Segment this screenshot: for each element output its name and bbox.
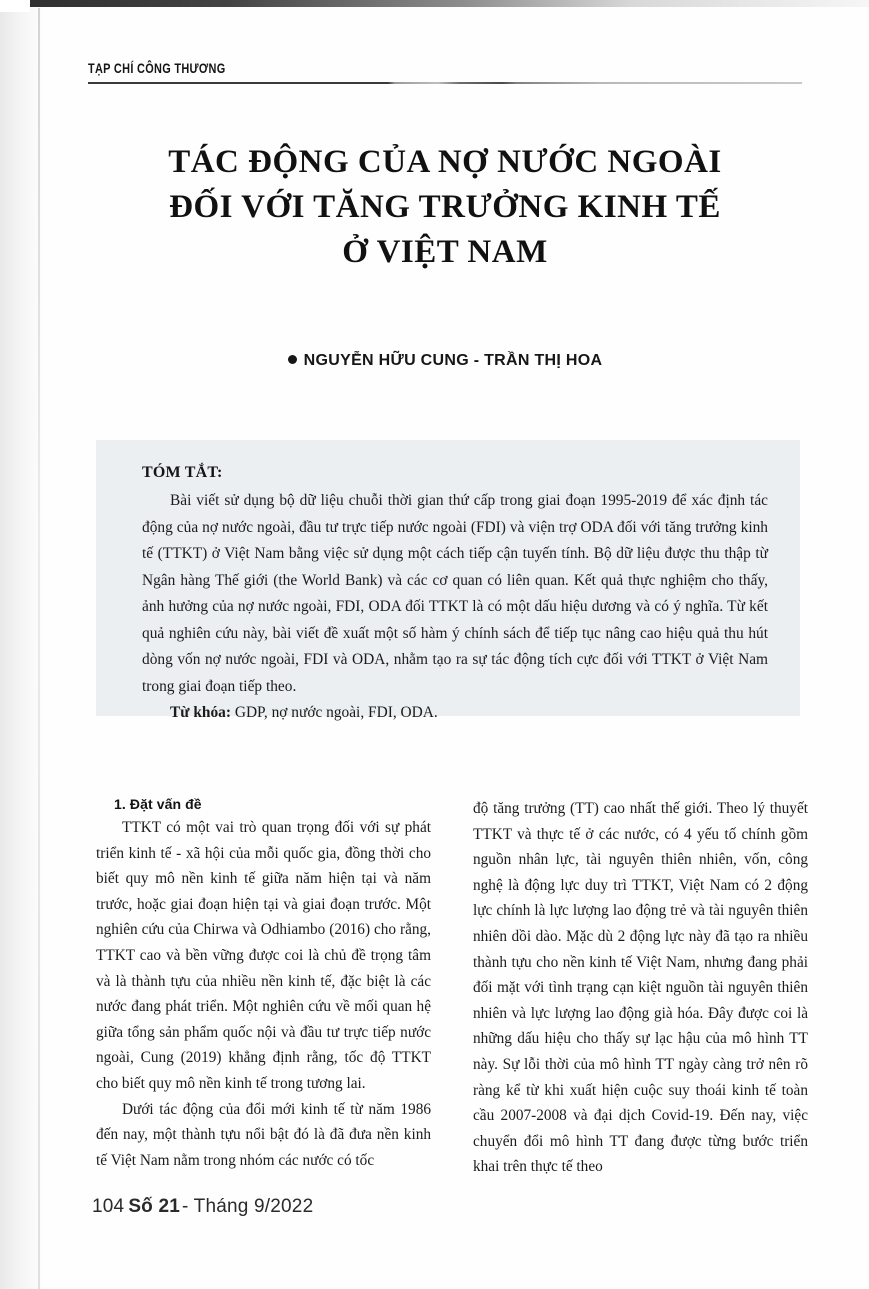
abstract-heading: TÓM TẮT:: [142, 464, 223, 481]
author-byline: [88, 352, 802, 370]
title-line-2: ĐỐI VỚI TĂNG TRƯỞNG KINH TẾ: [169, 189, 721, 225]
keywords-value: GDP, nợ nước ngoài, FDI, ODA.: [230, 704, 438, 721]
scan-edge-shading-top: [24, 0, 869, 7]
title-line-1: TÁC ĐỘNG CỦA NỢ NƯỚC NGOÀI: [168, 144, 722, 180]
abstract-keywords: [142, 700, 772, 727]
section-heading-1: 1. Đặt vấn đề: [114, 796, 202, 812]
keywords-label: Từ khóa:: [170, 704, 231, 721]
issue-number: Số 21: [128, 1196, 181, 1217]
body-paragraph: độ tăng trưởng (TT) cao nhất thế giới. Theo lý thuyết TTKT và thực tế ở các nước, có 4 yếu tố chính gồm nguồn nhân lực, tài nguyên thiên nhiên, vốn, công nghệ là động lực duy trì TTKT, Việt Nam có 2 động lực chính là lực lượng lao động trẻ và tài nguyên thiên nhiên dồi dào. Mặc dù 2 động lực này đã tạo ra nhiều thành tựu cho nền kinh tế Việt Nam, nhưng đang phải đối mặt với tình trạng cạn kiệt nguồn tài nguyên thiên nhiên và lực lượng lao động già hóa. Đây được coi là những dấu hiệu cho thấy sự lạc hậu của mô hình TT này. Sự lỗi thời của mô hình TT ngày càng trở nên rõ ràng kể từ khi xuất hiện cuộc suy thoái kinh tế toàn cầu 2007-2008 và đại dịch Covid-19. Đến nay, việc chuyển đổi mô hình TT đang được từng bước triển khai trên thực tế theo: [473, 800, 808, 1176]
journal-name: TẠP CHÍ CÔNG THƯƠNG: [88, 60, 226, 76]
body-column-right: [473, 796, 808, 1176]
body-column-left: [96, 796, 431, 1169]
abstract-body: Bài viết sử dụng bộ dữ liệu chuỗi thời gian thứ cấp trong giai đoạn 1995-2019 để xác định tác động của nợ nước ngoài, đầu tư trực tiếp nước ngoài (FDI) và viện trợ ODA đối với tăng trưởng kinh tế (TTKT) ở Việt Nam bằng việc sử dụng một cách tiếp cận tuyến tính. Bộ dữ liệu được thu thập từ Ngân hàng Thế giới (the World Bank) và các cơ quan có liên quan. Kết quả thực nghiệm cho thấy, ảnh hưởng của nợ nước ngoài, FDI, ODA đối TTKT là có một dấu hiệu dương và có ý nghĩa. Từ kết quả nghiên cứu này, bài viết đề xuất một số hàm ý chính sách để tiếp tục nâng cao hiệu quả thu hút dòng vốn nợ nước ngoài, FDI và ODA, nhằm tạo ra sự tác động tích cực đối với TTKT ở Việt Nam trong giai đoạn tiếp theo.: [142, 492, 768, 695]
issue-date: - Tháng 9/2022: [182, 1196, 314, 1217]
body-paragraph: Dưới tác động của đổi mới kinh tế từ năm 1986 đến nay, một thành tựu nổi bật đó là đã đưa nền kinh tế Việt Nam nằm trong nhóm các nước có tốc: [96, 1100, 431, 1169]
scan-edge-shading-left: [0, 0, 42, 1289]
title-line-3: Ở VIỆT NAM: [342, 234, 548, 270]
body-columns: [96, 796, 808, 1176]
abstract-box: [96, 440, 800, 721]
page-footer: [92, 1196, 313, 1218]
scan-fold-line: [38, 8, 40, 1289]
bullet-icon: [288, 355, 297, 364]
running-head: [88, 60, 802, 84]
body-paragraph: TTKT có một vai trò quan trọng đối với sự phát triển kinh tế - xã hội của mỗi quốc gia, đồng thời cho biết quy mô nền kinh tế giữa năm hiện tại và năm trước, hoặc giai đoạn hiện tại và giai đoạn trước. Một nghiên cứu của Chirwa và Odhiambo (2016) cho rằng, TTKT cao và bền vững được coi là chủ đề trọng tâm và là thành tựu của nhiều nền kinh tế, đặc biệt là các nước đang phát triển. Một nghiên cứu về mối quan hệ giữa tổng sản phẩm quốc nội và đầu tư trực tiếp nước ngoài, Cung (2019) khẳng định rằng, tốc độ TTKT cho biết quy mô nền kinh tế trong tương lai.: [96, 819, 431, 1092]
running-head-rule: [88, 82, 802, 84]
page-title: [88, 140, 802, 275]
author-names: NGUYỄN HỮU CUNG - TRẦN THỊ HOA: [303, 352, 603, 369]
page-number: 104: [92, 1196, 125, 1217]
scan-edge-corner: [0, 0, 30, 12]
